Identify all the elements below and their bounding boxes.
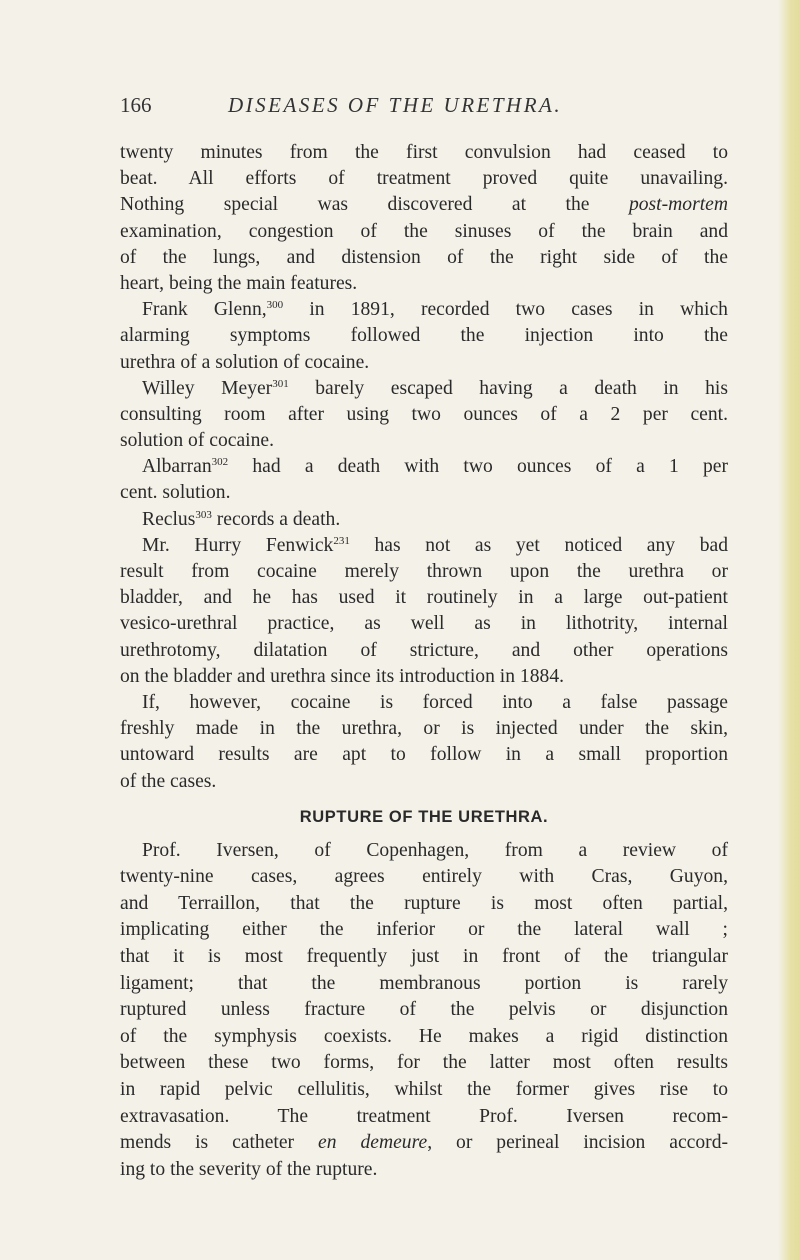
body-text (120, 140, 728, 1183)
text-line: Prof. Iversen, of Copenhagen, from a review of (142, 839, 728, 861)
text-line: If, however, cocaine is forced into a false passage (142, 691, 728, 713)
text-line: Frank Glenn,$^{300}$ in 1891, recorded two cases in which (142, 299, 728, 321)
text-line: urethra of a solution of cocaine. (120, 351, 370, 373)
text-line: twenty-nine cases, agrees entirely with Cras, Guyon, (120, 866, 728, 888)
reference-mark: 303 (195, 508, 212, 521)
text-line: examination, congestion of the sinuses of the brain and (120, 220, 728, 242)
text-line: result from cocaine merely thrown upon the urethra or (120, 561, 728, 582)
italic-term: post-mortem (628, 194, 728, 216)
text-line: alarming symptoms followed the injection into the (120, 325, 728, 347)
text-line: vesico-urethral practice, as well as in lithotrity, internal (120, 613, 728, 635)
text-line: between these two forms, for the latter most often results (120, 1052, 728, 1074)
text-line: of the lungs, and distension of the right side of the (120, 246, 728, 268)
text-line: extravasation. The treatment Prof. Iversen recom- (120, 1105, 728, 1127)
text-line: of the symphysis coexists. He makes a rigid distinction (120, 1025, 728, 1047)
section-paragraph (120, 838, 728, 1184)
text-line: that it is most frequently just in front of the triangular (120, 946, 728, 968)
text-line: Nothing special was discovered at the post-mortem (120, 194, 728, 216)
text-line: solution of cocaine. (120, 430, 274, 452)
text-line: Albarran$^{302}$ had a death with two ounces of a 1 per (142, 456, 728, 478)
text-line: twenty minutes from the first convulsion had ceased to (120, 142, 728, 163)
italic-term: en demeure (318, 1132, 428, 1154)
text-line: implicating either the inferior or the lateral wall ; (120, 919, 728, 941)
text-line: of the cases. (120, 770, 217, 792)
section-heading: RUPTURE OF THE URETHRA. (299, 807, 549, 826)
text-line: ing to the severity of the rupture. (120, 1158, 378, 1180)
text-line: ligament; that the membranous portion is rarely (120, 972, 728, 994)
text-line: untoward results are apt to follow in a small proportion (120, 744, 728, 766)
running-title: DISEASES OF THE URETHRA. (228, 93, 563, 117)
text-line: consulting room after using two ounces of a 2 per cent. (120, 403, 728, 425)
text-line: Mr. Hurry Fenwick$^{231}$ has not as yet noticed any bad (142, 534, 728, 556)
page-number: 166 (120, 93, 152, 117)
text-line: freshly made in the urethra, or is injected under the skin, (120, 718, 728, 740)
page-edge (778, 0, 800, 1260)
text-line: in rapid pelvic cellulitis, whilst the former gives rise to (120, 1079, 728, 1101)
reference-mark: 301 (272, 377, 289, 390)
text-line: bladder, and he has used it routinely in a large out-patient (120, 587, 728, 609)
text-line: urethrotomy, dilatation of stricture, and other operations (120, 639, 728, 661)
text-line: Reclus$^{303}$ records a death. (142, 508, 341, 530)
text-line: Willey Meyer$^{301}$ barely escaped having a death in his (142, 377, 729, 399)
text-line: cent. solution. (120, 482, 231, 504)
text-line: and Terraillon, that the rupture is most often partial, (120, 892, 728, 914)
text-line: on the bladder and urethra since its introduction in 1884. (120, 665, 565, 687)
text-line: beat. All efforts of treatment proved quite unavailing. (120, 168, 728, 190)
text-line: ruptured unless fracture of the pelvis or disjunction (120, 999, 728, 1021)
text-line: heart, being the main features. (120, 272, 358, 294)
reference-mark: 302 (211, 456, 229, 469)
reference-mark: 300 (266, 299, 284, 312)
reference-mark: 231 (333, 534, 350, 547)
text-line: mends is catheter en demeure, or perineal incision accord- (120, 1132, 729, 1154)
page-header (120, 93, 730, 123)
